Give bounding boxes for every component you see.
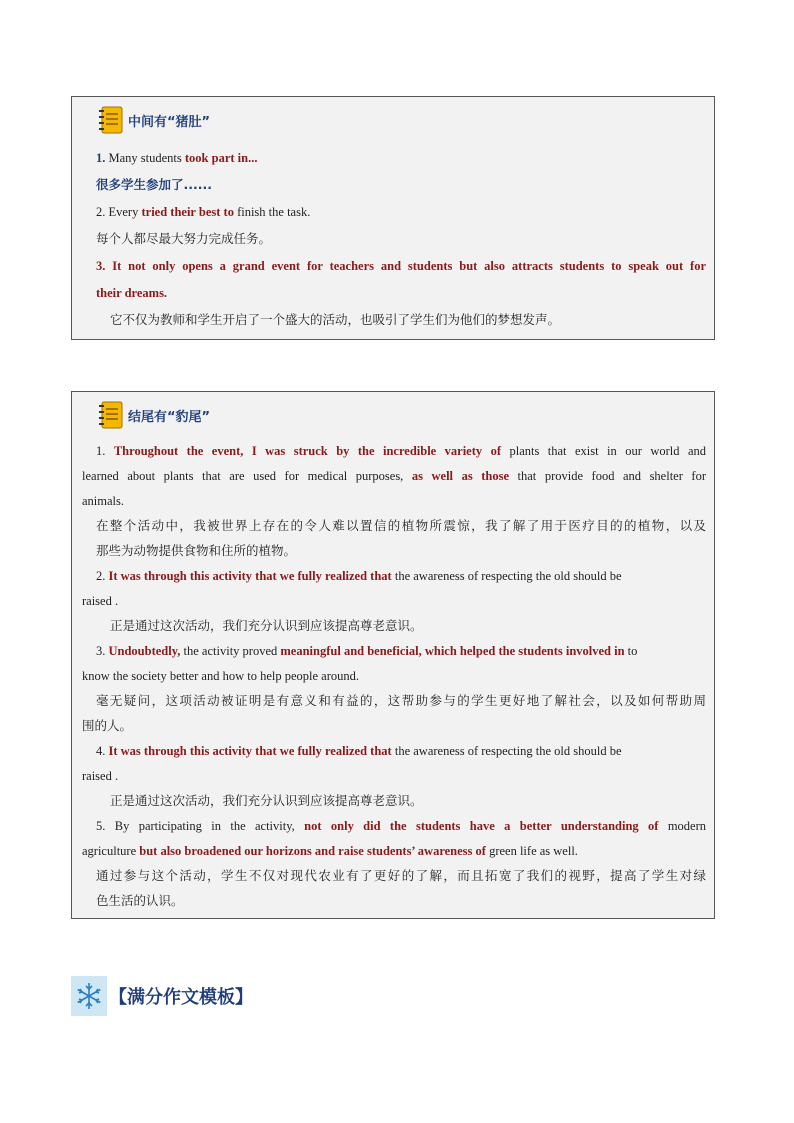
end-item-2-l2: raised . — [82, 594, 119, 608]
middle-section-heading: 中间有“猪肚” — [128, 114, 211, 130]
middle-section-header — [98, 105, 210, 135]
template-section-title: 【满分作文模板】 — [109, 987, 253, 1008]
end-item-3-cn1: 毫无疑问，这项活动被证明是有意义和有益的，这帮助参与的学生更好地了解社会，以及如何帮助周 — [96, 693, 706, 708]
middle-item-1: 1. Many students took part in... — [96, 151, 258, 165]
end-item-3: 3. Undoubtedly, the activity proved meaningful and beneficial, which helped the students involved in to — [96, 644, 638, 658]
end-item-5-cn1: 通过参与这个活动，学生不仅对现代农业有了更好的了解，而且拓宽了我们的视野，提高了学生对绿 — [96, 868, 706, 883]
middle-item-1-cn: 很多学生参加了...... — [96, 177, 212, 192]
end-item-5-l2: agriculture but also broadened our horizons and raise students’ awareness of green life as well. — [82, 844, 578, 858]
end-item-4: 4. It was through this activity that we fully realized that the awareness of respecting the old should be — [96, 744, 622, 758]
end-item-2: 2. It was through this activity that we fully realized that the awareness of respecting the old should be — [96, 569, 622, 583]
middle-section-box — [71, 96, 715, 340]
end-item-4-cn: 正是通过这次活动，我们充分认识到应该提高尊老意识。 — [110, 793, 423, 808]
end-item-1-cn1: 在整个活动中，我被世界上存在的令人难以置信的植物所震惊，我了解了用于医疗目的的植物，以及 — [96, 518, 706, 533]
end-item-1-l2: learned about plants that are used for medical purposes, as well as those that provide food and shelter for — [82, 469, 706, 483]
middle-item-3-cn: 它不仅为教师和学生开启了一个盛大的活动，也吸引了学生们为他们的梦想发声。 — [110, 312, 561, 327]
end-item-5-cn2: 色生活的认识。 — [96, 893, 184, 908]
end-item-4-l2: raised . — [82, 769, 119, 783]
end-section-heading: 结尾有“豹尾” — [128, 409, 211, 425]
end-section-header — [98, 400, 210, 430]
middle-item-2-cn: 每个人都尽最大努力完成任务。 — [96, 231, 272, 246]
middle-item-2: 2. Every tried their best to finish the task. — [96, 205, 311, 219]
end-item-3-cn2: 围的人。 — [82, 718, 133, 733]
end-item-1: 1. Throughout the event, I was struck by the incredible variety of plants that exist in our world and — [96, 444, 706, 458]
end-item-1-l3: animals. — [82, 494, 125, 508]
middle-item-3-cont: their dreams. — [96, 286, 168, 300]
template-section-header — [71, 976, 253, 1016]
end-item-2-cn: 正是通过这次活动，我们充分认识到应该提高尊老意识。 — [110, 618, 423, 633]
middle-item-3: 3. It not only opens a grand event for teachers and students but also attracts students to speak out for — [96, 259, 707, 273]
end-item-1-cn2: 那些为动物提供食物和住所的植物。 — [96, 543, 297, 558]
end-item-5: 5. By participating in the activity, not only did the students have a better understanding of modern — [96, 819, 707, 833]
end-section-box — [71, 391, 715, 919]
snowflake-icon — [71, 976, 107, 1016]
notebook-icon — [98, 400, 124, 430]
notebook-icon — [98, 105, 124, 135]
end-item-3-l2: know the society better and how to help people around. — [82, 669, 360, 683]
